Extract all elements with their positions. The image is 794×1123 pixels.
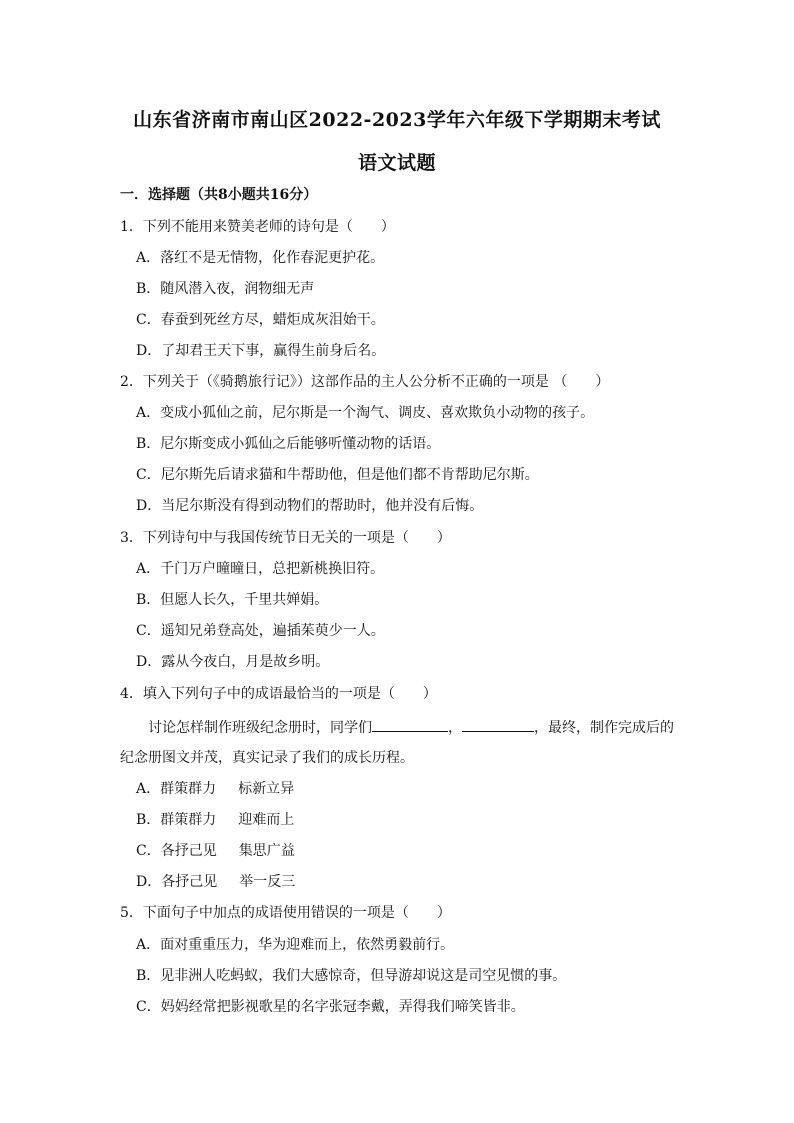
- question-1-option-a: A．落红不是无情物，化作春泥更护花。: [136, 250, 385, 266]
- question-3-option-a: A．千门万户曈曈日，总把新桃换旧符。: [136, 561, 385, 577]
- question-4-passage-line-1: [148, 717, 674, 737]
- fill-blank-1: [372, 717, 448, 732]
- question-5-stem: 5．下面句子中加点的成语使用错误的一项是（ ）: [120, 905, 451, 921]
- question-2-option-c: C．尼尔斯先后请求猫和牛帮助他，但是他们都不肯帮助尼尔斯。: [136, 467, 539, 483]
- question-3-stem: 3．下列诗句中与我国传统节日无关的一项是（ ）: [120, 530, 451, 546]
- question-4-option-d: D．各抒己见 举一反三: [136, 874, 296, 890]
- question-1-option-d: D．了却君王天下事，赢得生前身后名。: [136, 343, 386, 359]
- passage-text-c: ，最终，制作完成后的: [534, 720, 674, 736]
- section-heading: 一．选择题（共8小题共16分）: [120, 187, 318, 203]
- question-1-stem: 1．下列不能用来赞美老师的诗句是（ ）: [120, 219, 395, 235]
- question-4-option-a: A．群策群力 标新立异: [136, 781, 295, 797]
- question-2-stem: 2．下列关于（《骑鹅旅行记》）这部作品的主人公分析不正确的一项是 （ ）: [120, 374, 610, 390]
- question-3-option-d: D．露从今夜白，月是故乡明。: [136, 654, 330, 670]
- question-4-option-c: C．各抒己见 集思广益: [136, 843, 295, 859]
- question-1-option-c: C．春蚕到死丝方尽，蜡炬成灰泪始干。: [136, 312, 385, 328]
- fill-blank-2: [462, 717, 534, 732]
- question-4-option-b: B．群策群力 迎难而上: [136, 812, 295, 828]
- question-2-option-a: A．变成小狐仙之前，尼尔斯是一个淘气、调皮、喜欢欺负小动物的孩子。: [136, 405, 595, 421]
- passage-text-a: 讨论怎样制作班级纪念册时，同学们: [148, 720, 372, 736]
- document-title: 山东省济南市南山区2022-2023学年六年级下学期期末考试: [133, 109, 661, 131]
- question-4-passage-line-2: 纪念册图文并茂，真实记录了我们的成长历程。: [120, 750, 414, 766]
- passage-text-b: ，: [448, 720, 462, 736]
- question-3-option-b: B．但愿人长久，千里共婵娟。: [136, 592, 329, 608]
- question-2-option-d: D．当尼尔斯没有得到动物们的帮助时，他并没有后悔。: [136, 498, 484, 514]
- question-2-option-b: B．尼尔斯变成小狐仙之后能够听懂动物的话语。: [136, 436, 441, 452]
- question-5-option-b: B．见非洲人吃蚂蚁，我们大感惊奇，但导游却说这是司空见惯的事。: [136, 968, 567, 984]
- question-4-stem: 4．填入下列句子中的成语最恰当的一项是（ ）: [120, 686, 437, 702]
- document-subtitle: 语文试题: [357, 152, 436, 174]
- question-1-option-b: B．随风潜入夜，润物细无声: [136, 281, 315, 297]
- question-3-option-c: C．遥知兄弟登高处，遍插茱萸少一人。: [136, 623, 385, 639]
- question-5-option-a: A．面对重重压力，华为迎难而上，依然勇毅前行。: [136, 937, 455, 953]
- question-5-option-c: C．妈妈经常把影视歌星的名字张冠李戴，弄得我们啼笑皆非。: [136, 999, 525, 1015]
